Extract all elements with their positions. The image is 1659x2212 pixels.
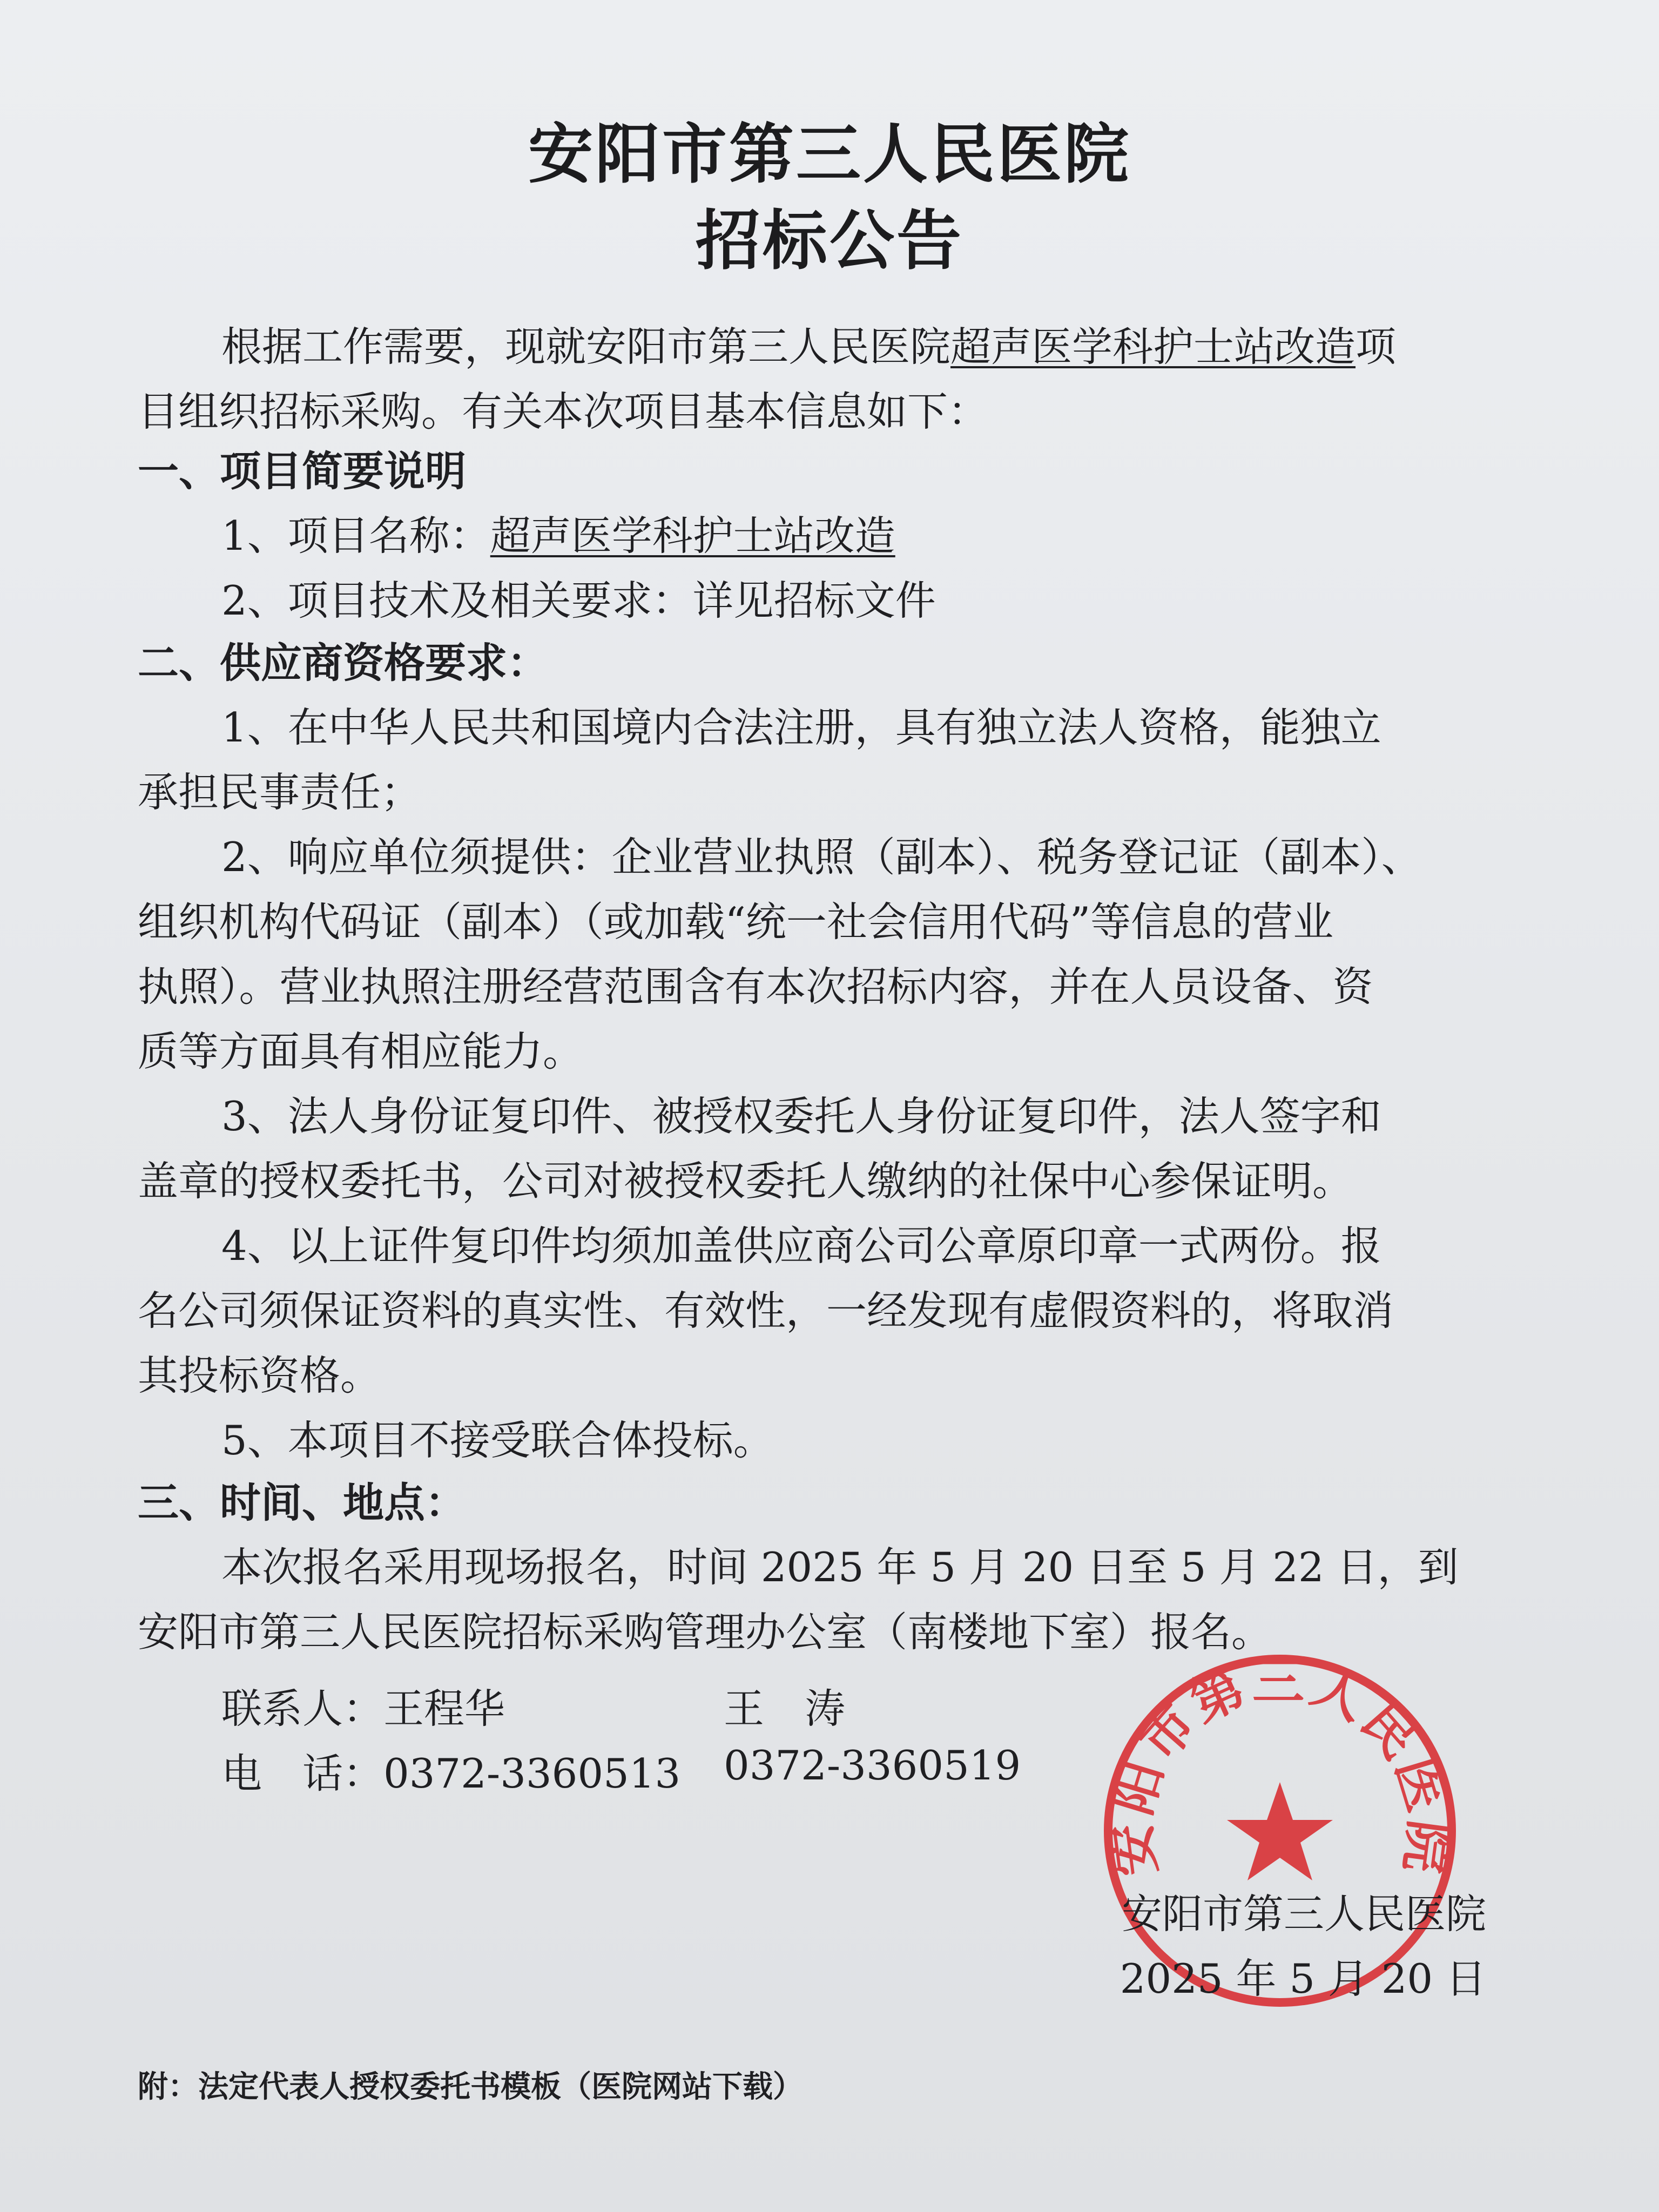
section2-heading: 二、供应商资格要求： bbox=[138, 639, 548, 687]
section2-line: 4、以上证件复印件均须加盖供应商公司公章原印章一式两份。报 bbox=[221, 1222, 1381, 1270]
section3-line-2: 安阳市第三人民医院招标采购管理办公室（南楼地下室）报名。 bbox=[138, 1608, 1272, 1656]
section2-line: 1、在中华人民共和国境内合法注册，具有独立法人资格，能独立 bbox=[221, 704, 1381, 751]
document-subtitle: 招标公告 bbox=[696, 204, 963, 279]
section2-line: 3、法人身份证复印件、被授权委托人身份证复印件，法人签字和 bbox=[221, 1092, 1381, 1140]
section2-line: 2、响应单位须提供：企业营业执照（副本）、税务登记证（副本）、 bbox=[221, 833, 1422, 881]
contact-person: 联系人：王程华 bbox=[221, 1685, 505, 1732]
section3-heading: 三、时间、地点： bbox=[138, 1479, 466, 1527]
attachment-note: 附：法定代表人授权委托书模板（医院网站下载） bbox=[138, 2069, 803, 2105]
contact-phone-2: 0372-3360519 bbox=[724, 1742, 1021, 1789]
section3-line-1: 本次报名采用现场报名，时间 2025 年 5 月 20 日至 5 月 22 日，到 bbox=[221, 1543, 1459, 1591]
section1-heading: 一、项目简要说明 bbox=[138, 447, 466, 495]
section2-line: 盖章的授权委托书，公司对被授权委托人缴纳的社保中心参保证明。 bbox=[138, 1157, 1353, 1205]
section1-item1 bbox=[221, 512, 895, 559]
section2-line: 其投标资格。 bbox=[138, 1352, 381, 1399]
intro-text: 根据工作需要，现就安阳市第三人民医院 bbox=[221, 323, 951, 370]
section1-item2: 2、项目技术及相关要求：详见招标文件 bbox=[221, 577, 936, 624]
document-title: 安阳市第三人民医院 bbox=[528, 117, 1131, 192]
section2-line: 质等方面具有相应能力。 bbox=[138, 1028, 584, 1075]
intro-line-1 bbox=[221, 323, 1397, 370]
signature-date: 2025 年 5 月 20 日 bbox=[1120, 1955, 1486, 2002]
contact-person-2: 王 涛 bbox=[724, 1685, 846, 1732]
project-name-value: 超声医学科护士站改造 bbox=[490, 512, 895, 559]
section2-line: 名公司须保证资料的真实性、有效性，一经发现有虚假资料的，将取消 bbox=[138, 1287, 1394, 1334]
section2-line: 5、本项目不接受联合体投标。 bbox=[221, 1417, 774, 1464]
section2-line: 组织机构代码证（副本）（或加载“统一社会信用代码”等信息的营业 bbox=[138, 898, 1334, 946]
section2-line: 承担民事责任； bbox=[138, 768, 422, 816]
signature-org: 安阳市第三人民医院 bbox=[1121, 1890, 1486, 1938]
section2-line: 执照）。营业执照注册经营范围含有本次招标内容，并在人员设备、资 bbox=[138, 963, 1373, 1010]
contact-phone: 电 话：0372-3360513 bbox=[221, 1750, 681, 1797]
intro-project-name: 超声医学科护士站改造 bbox=[950, 323, 1356, 370]
project-name-label: 1、项目名称： bbox=[221, 512, 490, 559]
svg-text:安阳市第三人民医院: 安阳市第三人民医院 bbox=[1100, 1651, 1460, 1879]
intro-text-end: 项 bbox=[1355, 323, 1397, 370]
intro-line-2: 目组织招标采购。有关本次项目基本信息如下： bbox=[138, 388, 989, 435]
